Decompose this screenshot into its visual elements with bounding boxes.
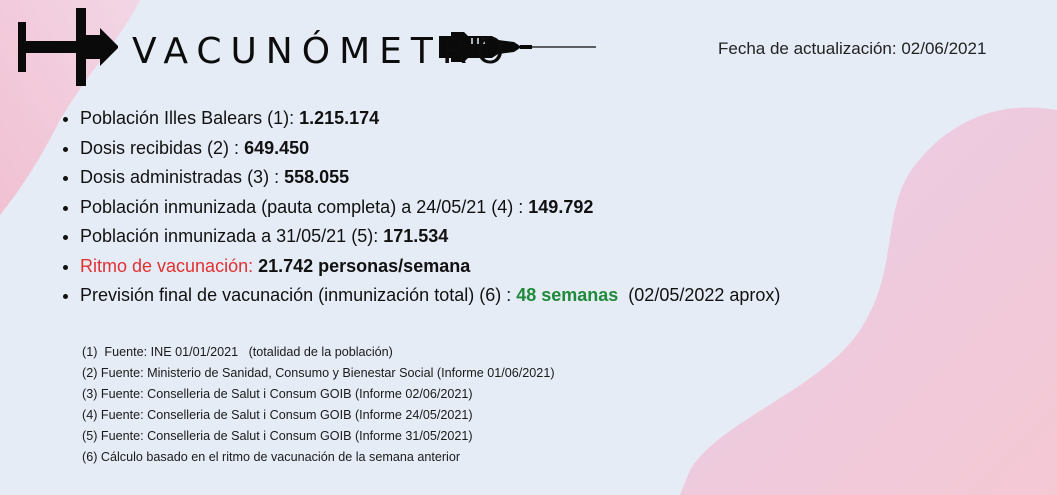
footnote: (1) Fuente: INE 01/01/2021 (totalidad de la población) [82,345,393,359]
stat-label: Previsión final de vacunación (inmunización total) (6) : [80,285,517,305]
stat-value: 1.215.174 [299,108,380,128]
stats-list [60,104,780,311]
list-item [80,222,780,252]
update-date: Fecha de actualización: 02/06/2021 [718,39,987,58]
page-title: VACUNÓMETRO [132,31,514,72]
footnote: (4) Fuente: Conselleria de Salut i Consum GOIB (Informe 24/05/2021) [82,408,473,422]
stat-value: 649.450 [244,137,310,158]
stat-suffix: (02/05/2022 aprox) [618,285,781,305]
footnote: (5) Fuente: Conselleria de Salut i Consum GOIB (Informe 31/05/2021) [82,429,473,443]
stat-value: 149.792 [528,196,594,217]
list-item [80,104,780,134]
footnotes [82,342,555,468]
stat-value: 558.055 [284,167,350,187]
list-item [80,134,780,164]
stat-label: Dosis recibidas (2) : [80,137,245,158]
stat-value: 48 semanas [516,285,619,305]
list-item [80,281,780,311]
footnote: (3) Fuente: Conselleria de Salut i Consum GOIB (Informe 02/06/2021) [82,387,473,401]
list-item [80,163,780,193]
stat-label: Población Illes Balears (1): [80,108,300,128]
list-item [80,193,780,223]
list-item [80,252,780,282]
stat-value: 21.742 personas/semana [258,255,471,276]
footnote: (2) Fuente: Ministerio de Sanidad, Consumo y Bienestar Social (Informe 01/06/2021) [82,366,555,380]
stat-label: Ritmo de vacunación: [80,255,259,276]
stat-label: Población inmunizada (pauta completa) a 24/05/21 (4) : [80,196,529,217]
footnote: (6) Cálculo basado en el ritmo de vacunación de la semana anterior [82,450,461,464]
header [14,8,604,88]
stat-label: Dosis administradas (3) : [80,167,285,187]
stat-label: Población inmunizada a 31/05/21 (5): [80,226,384,246]
stat-value: 171.534 [383,226,449,246]
